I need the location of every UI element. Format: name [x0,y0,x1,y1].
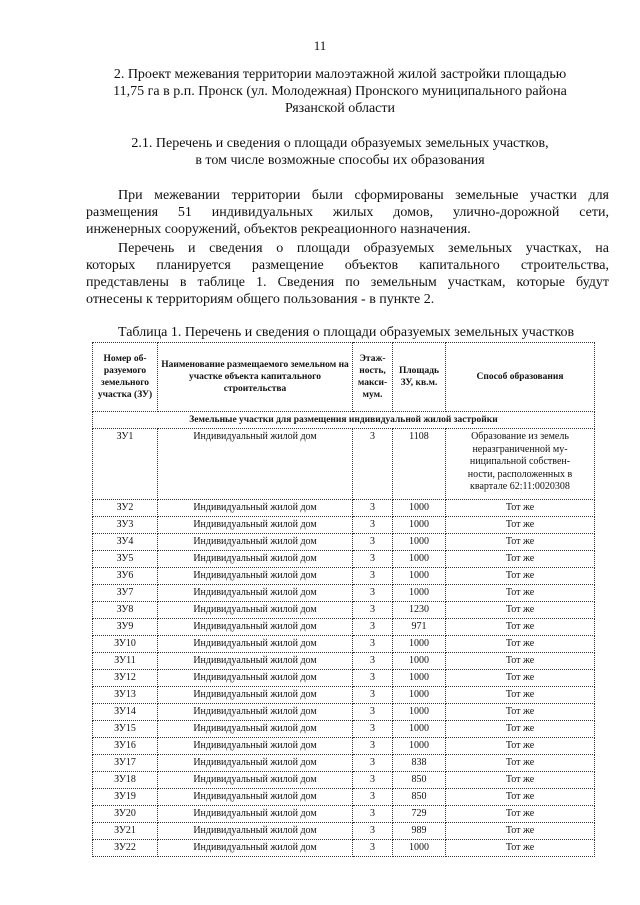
cell-area: 850 [393,772,446,789]
cell-method: Тот же [446,670,595,687]
cell-number: ЗУ7 [93,585,158,602]
cell-name: Индивидуальный жилой дом [158,602,353,619]
paragraph-intro [86,187,609,238]
cell-method: Тот же [446,687,595,704]
cell-method: Тот же [446,772,595,789]
cell-number: ЗУ6 [93,568,158,585]
cell-number: ЗУ2 [93,500,158,517]
paragraph-line: Перечень и сведения о площади образуемых земельных участках, на [118,241,609,256]
heading-line: 2. Проект межевания территории малоэтажной жилой застройки площадью [113,67,567,82]
cell-method: Тот же [446,534,595,551]
cell-name: Индивидуальный жилой дом [158,721,353,738]
cell-area: 1000 [393,670,446,687]
cell-floors: 3 [353,670,393,687]
cell-method: Тот же [446,789,595,806]
cell-number: ЗУ14 [93,704,158,721]
cell-name: Индивидуальный жилой дом [158,823,353,840]
table-row [93,704,595,721]
header-area: Площадь ЗУ, кв.м. [393,343,446,412]
method-line: ности, расположенных в [467,468,573,480]
table-row [93,738,595,755]
cell-floors: 3 [353,534,393,551]
paragraph-line: При межевании территории были сформированы земельные участки для [118,188,609,203]
cell-number: ЗУ13 [93,687,158,704]
cell-floors: 3 [353,653,393,670]
cell-area: 989 [393,823,446,840]
cell-floors: 3 [353,517,393,534]
paragraph-line: которых планируется размещение объектов капитального строительства, [86,258,609,273]
cell-floors: 3 [353,772,393,789]
cell-method: Тот же [446,738,595,755]
cell-number: ЗУ15 [93,721,158,738]
table-row [93,789,595,806]
table-row [93,619,595,636]
cell-method: Тот же [446,500,595,517]
cell-name: Индивидуальный жилой дом [158,636,353,653]
method-line: Образование из земель [471,431,569,442]
cell-name: Индивидуальный жилой дом [158,687,353,704]
table-row [93,585,595,602]
cell-floors: 3 [353,568,393,585]
cell-method [446,429,595,500]
cell-method: Тот же [446,806,595,823]
header-floors: Этаж-ность, макси-мум. [353,343,393,412]
table-row [93,823,595,840]
cell-method: Тот же [446,568,595,585]
cell-number: ЗУ19 [93,789,158,806]
cell-area: 1000 [393,568,446,585]
cell-area: 1000 [393,517,446,534]
table-caption: Таблица 1. Перечень и сведения о площади образуемых земельных участков [118,325,575,340]
cell-number: ЗУ22 [93,840,158,857]
cell-number: ЗУ16 [93,738,158,755]
cell-area: 1000 [393,500,446,517]
table-row [93,653,595,670]
cell-area: 729 [393,806,446,823]
cell-floors: 3 [353,755,393,772]
table-row [93,721,595,738]
cell-floors: 3 [353,602,393,619]
cell-method: Тот же [446,823,595,840]
cell-area: 1000 [393,653,446,670]
cell-floors: 3 [353,704,393,721]
table-header-row [93,343,595,412]
heading-line: Рязанской области [284,101,396,116]
cell-number: ЗУ5 [93,551,158,568]
cell-area: 1000 [393,704,446,721]
table-row [93,772,595,789]
cell-name: Индивидуальный жилой дом [158,840,353,857]
cell-name: Индивидуальный жилой дом [158,806,353,823]
cell-method: Тот же [446,755,595,772]
table-row [93,534,595,551]
cell-area: 850 [393,789,446,806]
method-line: неразграниченной му- [472,443,568,455]
cell-area: 1108 [393,429,446,500]
cell-method: Тот же [446,704,595,721]
cell-name: Индивидуальный жилой дом [158,429,353,500]
cell-number: ЗУ8 [93,602,158,619]
cell-floors: 3 [353,619,393,636]
cell-floors: 3 [353,429,393,500]
cell-number: ЗУ20 [93,806,158,823]
cell-number: ЗУ9 [93,619,158,636]
cell-method: Тот же [446,653,595,670]
cell-name: Индивидуальный жилой дом [158,670,353,687]
cell-floors: 3 [353,789,393,806]
cell-area: 1000 [393,551,446,568]
paragraph-line: инженерных сооружений, объектов рекреационного назначения. [86,222,471,237]
cell-floors: 3 [353,551,393,568]
cell-name: Индивидуальный жилой дом [158,653,353,670]
paragraph-table-reference [86,240,609,308]
cell-floors: 3 [353,636,393,653]
cell-name: Индивидуальный жилой дом [158,789,353,806]
method-line: квартале 62:11:0020308 [470,481,570,492]
table-row [93,602,595,619]
group-label: Земельные участки для размещения индивидуальной жилой застройки [93,412,595,429]
cell-area: 1000 [393,840,446,857]
table-row [93,687,595,704]
cell-area: 1000 [393,687,446,704]
table-row [93,568,595,585]
table-row [93,840,595,857]
heading-line: 11,75 га в р.п. Пронск (ул. Молодежная) Пронского муниципального района [113,84,567,99]
cell-method: Тот же [446,721,595,738]
cell-floors: 3 [353,500,393,517]
cell-area: 1000 [393,534,446,551]
cell-method: Тот же [446,619,595,636]
header-method: Способ образования [446,343,595,412]
header-number: Номер об-разуемого земельного участка (ЗУ) [93,343,158,412]
cell-floors: 3 [353,806,393,823]
cell-area: 1000 [393,721,446,738]
cell-method: Тот же [446,840,595,857]
table-row [93,551,595,568]
cell-area: 838 [393,755,446,772]
cell-area: 1230 [393,602,446,619]
paragraph-line: отнесены к территориям общего пользования - в пункте 2. [86,292,435,307]
land-plots-table [92,342,595,857]
cell-number: ЗУ17 [93,755,158,772]
cell-floors: 3 [353,585,393,602]
cell-area: 1000 [393,636,446,653]
cell-area: 1000 [393,585,446,602]
table-row [93,429,595,500]
cell-method: Тот же [446,636,595,653]
cell-number: ЗУ18 [93,772,158,789]
table-row [93,806,595,823]
cell-name: Индивидуальный жилой дом [158,517,353,534]
table-row [93,755,595,772]
cell-name: Индивидуальный жилой дом [158,585,353,602]
paragraph-line: представлены в таблице 1. Сведения по земельным участкам, которые будут [86,275,609,290]
cell-floors: 3 [353,840,393,857]
cell-name: Индивидуальный жилой дом [158,704,353,721]
cell-name: Индивидуальный жилой дом [158,534,353,551]
cell-number: ЗУ1 [93,429,158,500]
cell-name: Индивидуальный жилой дом [158,619,353,636]
table-row [93,517,595,534]
cell-name: Индивидуальный жилой дом [158,738,353,755]
header-name: Наименование размещаемого земельном на участке объекта капитального строительства [158,343,353,412]
cell-method: Тот же [446,551,595,568]
cell-number: ЗУ4 [93,534,158,551]
table-row [93,500,595,517]
cell-name: Индивидуальный жилой дом [158,772,353,789]
cell-name: Индивидуальный жилой дом [158,755,353,772]
cell-area: 1000 [393,738,446,755]
subheading-line: 2.1. Перечень и сведения о площади образуемых земельных участков, [131,136,549,151]
table-row [93,636,595,653]
cell-number: ЗУ21 [93,823,158,840]
cell-number: ЗУ10 [93,636,158,653]
cell-method: Тот же [446,517,595,534]
cell-name: Индивидуальный жилой дом [158,500,353,517]
cell-method: Тот же [446,602,595,619]
cell-floors: 3 [353,823,393,840]
paragraph-line: размещения 51 индивидуальных жилых домов, улично-дорожной сети, [86,205,609,220]
subsection-heading [100,135,580,169]
cell-number: ЗУ3 [93,517,158,534]
table-group-row [93,412,595,429]
section-heading [90,66,590,117]
cell-number: ЗУ11 [93,653,158,670]
table-row [93,670,595,687]
cell-floors: 3 [353,738,393,755]
cell-name: Индивидуальный жилой дом [158,568,353,585]
cell-method: Тот же [446,585,595,602]
page-number: 11 [313,38,327,53]
cell-area: 971 [393,619,446,636]
cell-floors: 3 [353,687,393,704]
subheading-line: в том числе возможные способы их образования [195,153,485,168]
cell-name: Индивидуальный жилой дом [158,551,353,568]
method-line: ниципальной собствен- [469,456,571,467]
cell-number: ЗУ12 [93,670,158,687]
cell-floors: 3 [353,721,393,738]
